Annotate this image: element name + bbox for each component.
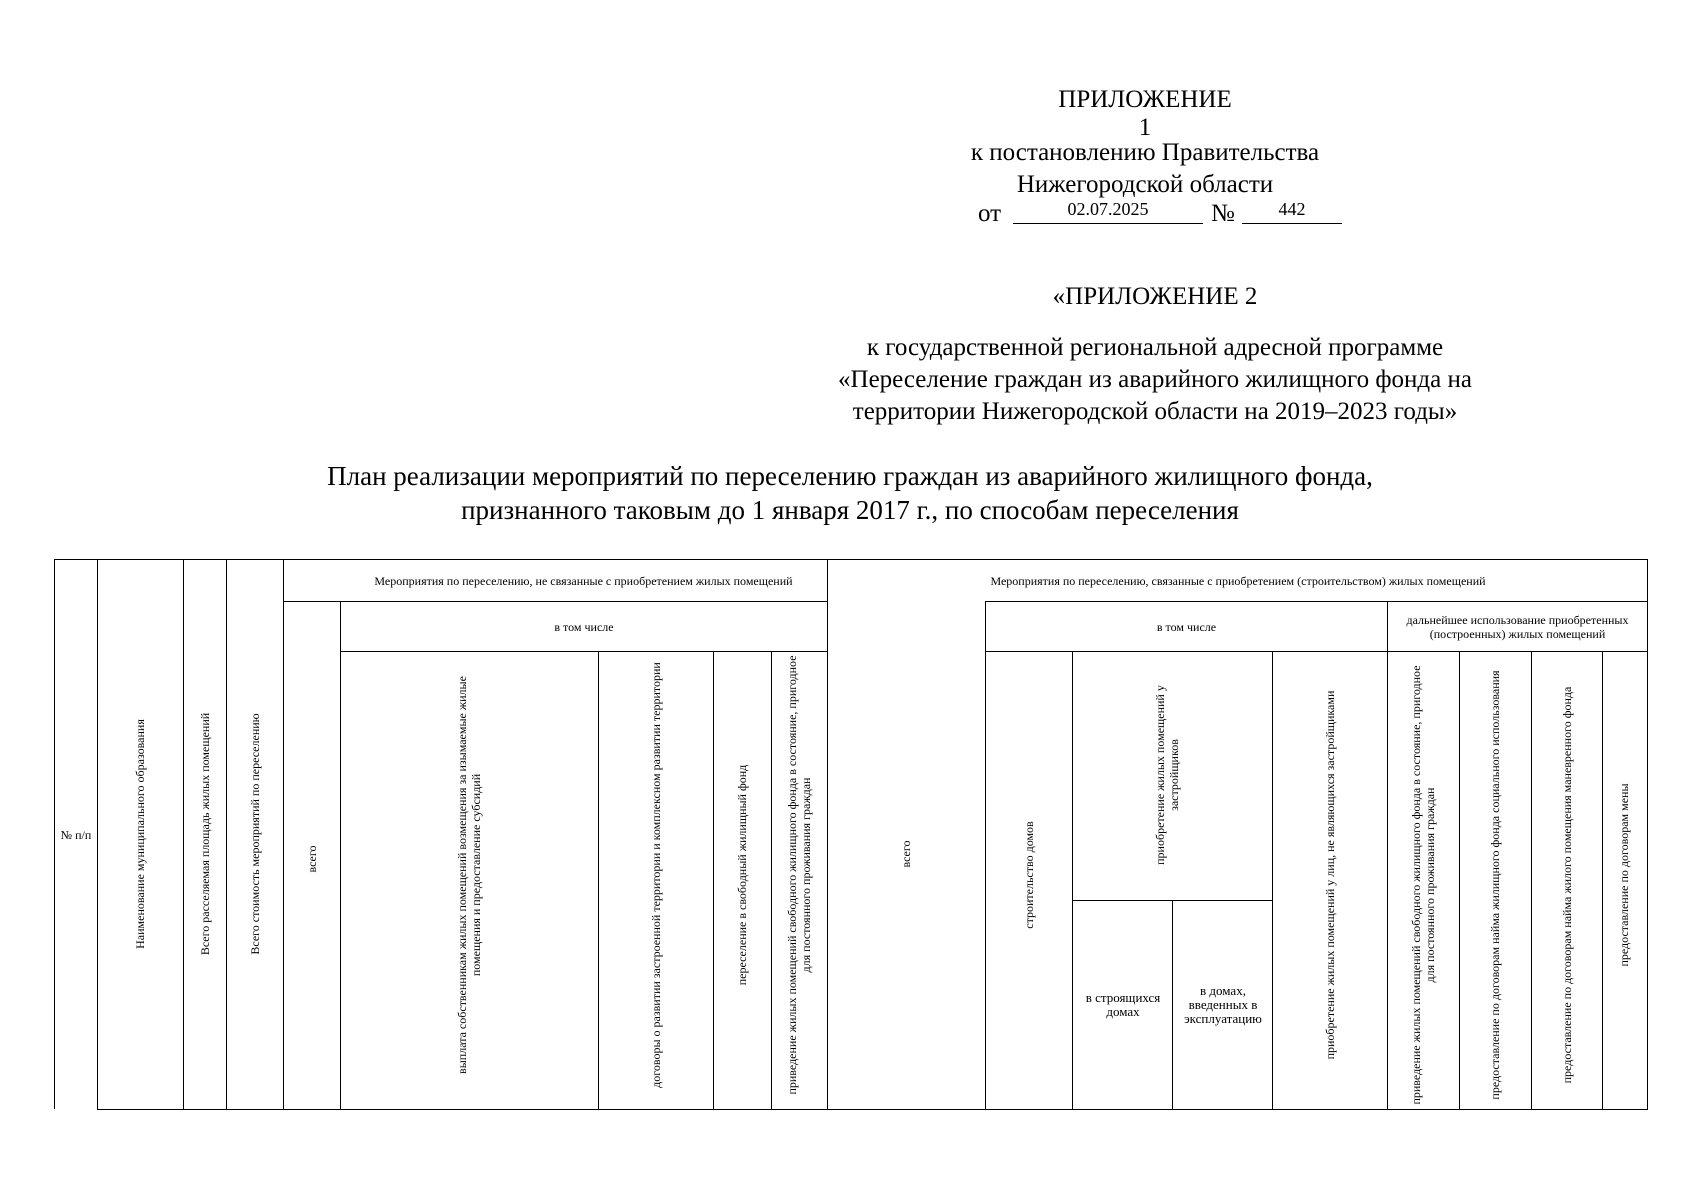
header-further-use: дальнейшее использование приобретенных (построенных) жилых помещений bbox=[1406, 612, 1629, 641]
header-construction: строительство домов bbox=[1022, 821, 1036, 929]
program-line-2: «Переселение граждан из аварийного жилищного фонда на bbox=[838, 366, 1472, 393]
plan-title-line-1: План реализации мероприятий по переселению граждан из аварийного жилищного фонда, bbox=[327, 461, 1373, 491]
grid-line bbox=[340, 601, 341, 1110]
grid-line bbox=[283, 559, 284, 1110]
header-social-lease: предоставление по договорам найма жилищного фонда социального использования bbox=[1488, 670, 1502, 1100]
header-including-2: в том числе bbox=[1156, 619, 1217, 634]
grid-line bbox=[226, 559, 227, 1110]
grid-line bbox=[598, 651, 599, 1110]
decree-number: 442 bbox=[1242, 196, 1342, 224]
header-municipality: Наименование муниципального образования bbox=[133, 719, 147, 949]
header-group-not-acquisition: Мероприятия по переселению, не связанные с приобретением жилых помещений bbox=[374, 574, 793, 588]
program-line-1: к государственной региональной адресной программе bbox=[866, 334, 1444, 361]
appendix-1-title: ПРИЛОЖЕНИЕ 1 bbox=[1058, 86, 1232, 141]
grid-line bbox=[1387, 601, 1388, 1110]
grid-line bbox=[771, 651, 772, 1110]
grid-line bbox=[1602, 651, 1603, 1110]
header-in-construction: в строящихся домах bbox=[1085, 990, 1161, 1019]
header-total-2: всего bbox=[899, 840, 913, 868]
header-including-1: в том числе bbox=[554, 619, 614, 634]
header-number: № п/п bbox=[60, 828, 92, 842]
header-free-fund: переселение в свободный жилищный фонд bbox=[735, 764, 749, 986]
header-bringing-acquired: приведение жилых помещений свободного жилищного фонда в состояние, пригодное для постоянного проживания граждан bbox=[1409, 665, 1437, 1105]
from-label: от bbox=[978, 200, 1002, 227]
header-total-1: всего bbox=[305, 845, 319, 873]
grid-line bbox=[1531, 651, 1532, 1110]
header-maneuver-lease: предоставление по договорам найма жилого помещения маневренного фонда bbox=[1560, 686, 1574, 1084]
grid-line bbox=[1647, 559, 1648, 1110]
grid-line bbox=[985, 601, 986, 1110]
grid-line bbox=[1072, 651, 1073, 1110]
grid-line bbox=[1172, 900, 1173, 1110]
plan-title-line-2: признанного таковым до 1 января 2017 г., по способам переселения bbox=[461, 495, 1239, 525]
number-sign: № bbox=[1211, 200, 1235, 227]
header-in-operation: в домах, введенных в эксплуатацию bbox=[1184, 983, 1262, 1026]
grid-line bbox=[1272, 651, 1273, 1110]
header-acquire-developers: приобретение жилых помещений у застройщиков bbox=[1153, 685, 1181, 865]
header-acquire-non-developers: приобретение жилых помещений у лиц, не являющихся застройщиками bbox=[1323, 690, 1337, 1060]
decree-date: 02.07.2025 bbox=[1013, 196, 1203, 224]
header-bringing-free: приведение жилых помещений свободного жилищного фонда в состояние, пригодное для постоянного проживания граждан bbox=[785, 655, 813, 1095]
decree-line-2: Нижегородской области bbox=[1016, 171, 1274, 198]
grid-line bbox=[97, 559, 98, 1110]
appendix-2-title: «ПРИЛОЖЕНИЕ 2 bbox=[1052, 283, 1258, 310]
header-payment: выплата собственникам жилых помещений возмещения за изымаемые жилые помещения и предоставление субсидий bbox=[455, 676, 483, 1074]
header-area: Всего расселяемая площадь жилых помещений bbox=[198, 712, 212, 956]
header-group-acquisition: Мероприятия по переселению, связанные с приобретением (строительством) жилых помещений bbox=[990, 574, 1486, 588]
grid-line bbox=[1459, 651, 1460, 1110]
grid-line bbox=[713, 651, 714, 1110]
program-line-3: территории Нижегородской области на 2019–2023 годы» bbox=[852, 398, 1458, 425]
header-development: договоры о развитии застроенной территории и комплексном развитии территории bbox=[649, 662, 663, 1088]
grid-line bbox=[827, 559, 828, 1110]
header-cost: Всего стоимость мероприятий по переселению bbox=[248, 713, 262, 955]
header-exchange: предоставление по договорам мены bbox=[1617, 783, 1631, 967]
grid-line bbox=[54, 559, 1648, 560]
decree-line-1: к постановлению Правительства bbox=[970, 139, 1320, 166]
